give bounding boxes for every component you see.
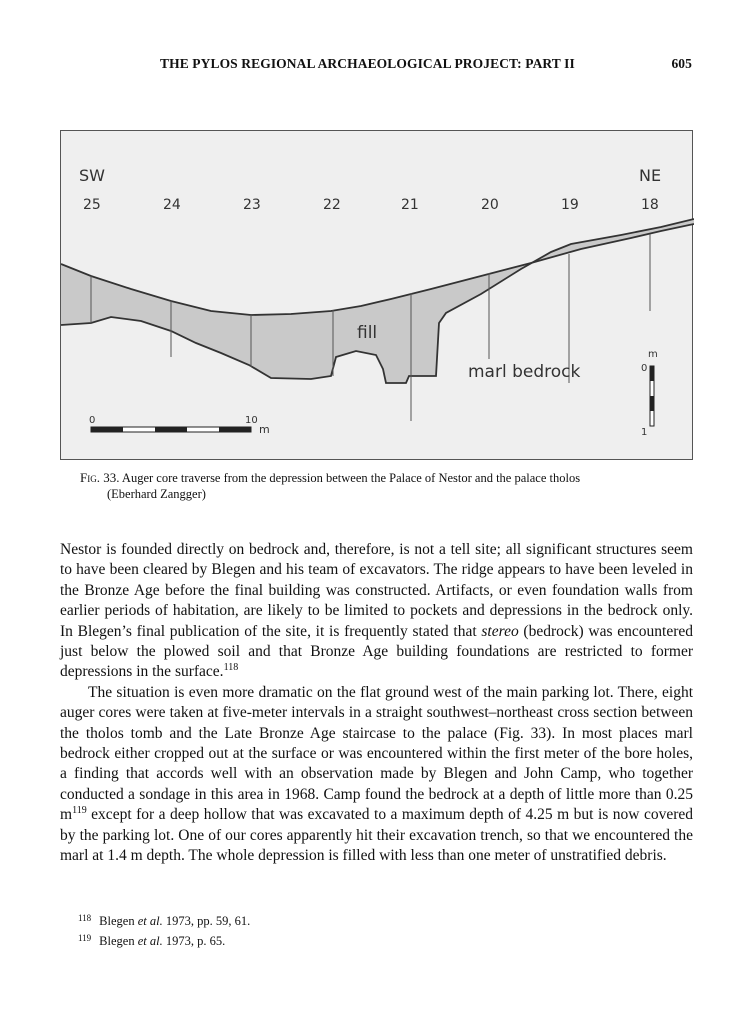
stereo-term: stereo [481,622,519,640]
figure-33-cross-section [60,130,693,460]
paragraph-2-part-b: except for a deep hollow that was excavated to a maximum depth of 4.25 m but is now covered by the parking lot. One of our cores apparently hit their excavation trench, so that we encountered the marl at 1.4 m depth. The whole depression is filled with less than one meter of unstratified debris. [60,806,693,865]
paragraph-2 [60,683,693,867]
paragraph-1-part-a: Nestor is founded directly on bedrock and, therefore, is not a tell site; all significant structures seem to have been cleared by Blegen and his team of excavators. The ridge appears to have been leveled in the Bronze Age before the final building was constructed. Artifacts, or even foundation walls from earlier periods of habitation, are likely to be limited to pockets and depressions in the bedrock only. In Blegen’s final publication of the site, it is frequently stated that [60,541,693,640]
caption-label: Fig. 33. [80,470,120,485]
fill-label: fill [357,323,378,343]
footnote-etal: et al. [137,914,163,928]
paragraph-1 [60,540,693,683]
horizontal-scale-segment-3 [219,427,251,432]
figure-caption [80,470,692,502]
horizontal-scale-zero: 0 [89,415,96,426]
core-number-21: 21 [401,197,419,213]
paragraph-1-part-b: (bedrock) was encountered just below the plowed soil and that Bronze Age building foundations are restricted to former depressions in the surface. [60,622,693,681]
footnote-ref-118: 118 [223,662,239,674]
footnote-number: 118 [78,913,92,923]
core-number-24: 24 [163,197,181,213]
horizontal-scale-unit: m [259,423,270,436]
footnote-ref-119: 119 [72,805,87,817]
footnote-118 [78,910,690,930]
marl-bedrock-label: marl bedrock [468,362,581,382]
footnote-author: Blegen [99,934,138,948]
core-number-23: 23 [243,197,261,213]
vertical-scale-segment-1 [650,366,654,381]
vertical-scale-unit: m [648,349,658,360]
caption-text: Auger core traverse from the depression between the Palace of Nestor and the palace tholos [121,471,581,485]
footnote-citation: 1973, p. 65. [162,934,226,948]
horizontal-scale-ten: 10 [245,415,258,426]
cross-section-diagram [61,131,694,461]
horizontal-scale-segment-1 [91,427,123,432]
core-number-25: 25 [83,197,101,213]
core-number-20: 20 [481,197,499,213]
footnote-119 [78,930,690,950]
vertical-scale-zero: 0 [641,363,648,374]
footnotes [78,910,690,950]
footnote-author: Blegen [99,914,138,928]
core-number-19: 19 [561,197,579,213]
running-head-title: THE PYLOS REGIONAL ARCHAEOLOGICAL PROJECT: PART II [160,56,575,71]
footnote-citation: 1973, pp. 59, 61. [162,914,251,928]
core-number-18: 18 [641,197,659,213]
vertical-scale-one: 1 [641,427,648,438]
running-head [80,56,692,76]
vertical-scale-segment-2 [650,396,654,411]
footnote-number: 119 [78,933,92,943]
paragraph-2-part-a: The situation is even more dramatic on the flat ground west of the main parking lot. There, eight auger cores were taken at five-meter intervals in a straight southwest–northeast cross section between the tholos tomb and the Late Bronze Age staircase to the palace (Fig. 33). In most places marl bedrock either cropped out at the surface or was encountered within the first meter of the bore holes, a finding that accords well with an observation made by Blegen and John Camp, who together conducted a sondage in this area in 1968. Camp found the bedrock at a depth of little more than 0.25 m [60,683,693,824]
core-number-22: 22 [323,197,341,213]
caption-credit: (Eberhard Zangger) [107,487,206,501]
direction-sw-label: SW [79,166,105,185]
footnote-etal: et al. [137,934,163,948]
page-number: 605 [671,56,692,71]
body-text [60,540,693,867]
direction-ne-label: NE [639,166,662,185]
horizontal-scale-segment-2 [155,427,187,432]
